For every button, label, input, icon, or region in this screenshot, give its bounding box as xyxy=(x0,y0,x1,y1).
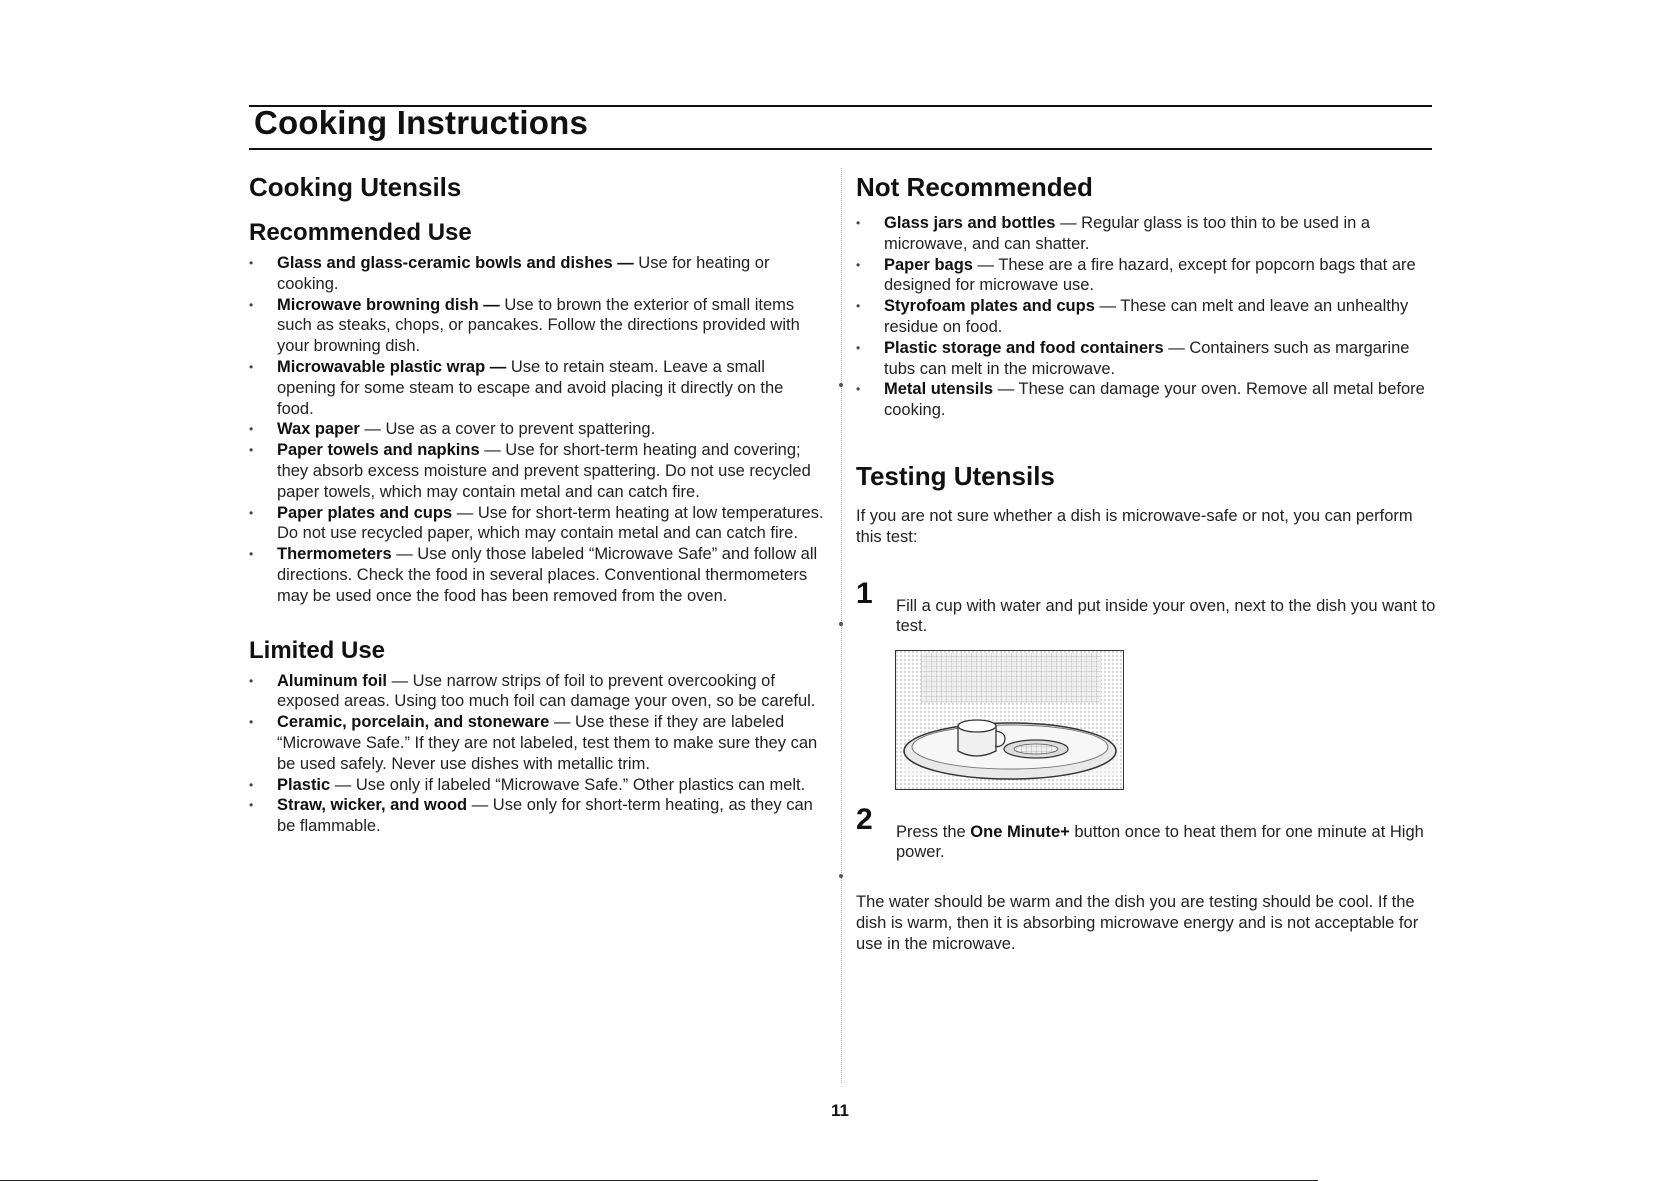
title-rule-bottom xyxy=(249,148,1432,150)
list-item xyxy=(249,357,824,419)
item-text: — Use narrow strips of foil to prevent overcooking of exposed areas. Using too much foil can damage your oven, so be careful. xyxy=(277,671,816,711)
left-column xyxy=(249,172,824,837)
item-text: — Use as a cover to prevent spattering. xyxy=(359,420,656,439)
list-item xyxy=(249,503,824,545)
item-term: Plastic xyxy=(277,775,331,794)
limited-use-heading: Limited Use xyxy=(249,636,386,664)
item-text: Use to retain steam. Leave a small opening for some steam to escape and avoid placing it directly on the food. xyxy=(277,357,784,418)
item-term: Microwave browning dish — xyxy=(277,295,500,314)
step-text-post: button once to heat them for one minute at High power. xyxy=(896,822,1424,861)
item-text: — These are a fire hazard, except for popcorn bags that are designed for microwave use. xyxy=(884,255,1416,295)
limited-use-list xyxy=(249,671,824,837)
binding-hole-mark xyxy=(839,874,843,878)
item-text: — These can melt and leave an unhealthy residue on food. xyxy=(884,297,1409,336)
item-text: — Regular glass is too thin to be used in a microwave, and can shatter. xyxy=(884,214,1371,253)
item-term: Microwavable plastic wrap — xyxy=(277,357,507,376)
item-term: Styrofoam plates and cups xyxy=(884,297,1095,316)
binding-hole-mark xyxy=(839,622,843,626)
item-term: Thermometers xyxy=(277,545,392,564)
list-item xyxy=(249,419,824,440)
item-term: Paper towels and napkins xyxy=(277,441,480,460)
item-term: Plastic storage and food containers xyxy=(884,338,1164,357)
list-item xyxy=(856,255,1436,297)
right-column xyxy=(856,172,1436,955)
step-text: Press the xyxy=(896,822,971,841)
cooking-utensils-heading: Cooking Utensils xyxy=(249,172,462,202)
step-text: Fill a cup with water and put inside your oven, next to the dish you want to test. xyxy=(896,596,1436,635)
recommended-use-heading: Recommended Use xyxy=(249,219,472,246)
testing-conclusion: The water should be warm and the dish you are testing should be cool. If the dish is warm, then it is absorbing microwave energy and is not acceptable for use in the microwave. xyxy=(856,892,1419,953)
item-text: Use for heating or cooking. xyxy=(277,254,770,293)
testing-utensils-heading: Testing Utensils xyxy=(856,460,1055,491)
not-recommended-heading: Not Recommended xyxy=(856,172,1093,202)
item-term: Wax paper xyxy=(277,420,360,439)
not-recommended-list xyxy=(856,213,1436,421)
item-text: — Use these if they are labeled “Microwave Safe.” If they are not labeled, test them to make sure they can be used safely. Never use dishes with metallic trim. xyxy=(277,713,818,773)
item-term: Glass jars and bottles xyxy=(884,214,1056,232)
item-term: Glass and glass-ceramic bowls and dishes — xyxy=(277,254,634,272)
testing-intro: If you are not sure whether a dish is microwave-safe or not, you can perform this test: xyxy=(856,506,1413,546)
test-step-2 xyxy=(856,802,1436,862)
test-step-1 xyxy=(856,576,1436,636)
item-term: Metal utensils xyxy=(884,380,994,399)
list-item xyxy=(249,775,824,796)
item-text: — Use only those labeled “Microwave Safe” and follow all directions. Check the food in several places. Conventional thermometers may be used once the food has been removed from the oven. xyxy=(277,545,818,605)
item-term: Paper plates and cups xyxy=(277,503,453,522)
item-term: Ceramic, porcelain, and stoneware xyxy=(277,713,550,732)
step-bold: One Minute+ xyxy=(970,822,1070,841)
list-item xyxy=(249,795,824,837)
binding-hole-mark xyxy=(839,383,843,387)
list-item xyxy=(249,440,824,502)
page-number: 11 xyxy=(831,1101,849,1120)
microwave-test-illustration xyxy=(895,650,1124,790)
item-term: Straw, wicker, and wood xyxy=(277,796,468,815)
list-item xyxy=(856,213,1436,255)
list-item xyxy=(249,253,824,295)
item-text: Use to brown the exterior of small items such as steaks, chops, or pancakes. Follow the directions provided with your browning dish. xyxy=(277,295,800,356)
item-term: Aluminum foil xyxy=(277,671,387,690)
item-term: Paper bags xyxy=(884,255,973,274)
recommended-use-list xyxy=(249,253,824,607)
step-number: 2 xyxy=(856,802,873,836)
cup-and-dish-image xyxy=(896,651,1124,790)
step-number: 1 xyxy=(856,576,873,610)
list-item xyxy=(249,295,824,357)
list-item xyxy=(856,338,1436,380)
item-text: — Use for short-term heating at low temperatures. Do not use recycled paper, which may contain metal and can catch fire. xyxy=(277,503,824,543)
item-text: — Use only if labeled “Microwave Safe.” Other plastics can melt. xyxy=(330,775,806,794)
list-item xyxy=(249,712,824,774)
list-item xyxy=(856,296,1436,338)
item-text: — These can damage your oven. Remove all metal before cooking. xyxy=(884,380,1425,420)
item-text: — Containers such as margarine tubs can melt in the microwave. xyxy=(884,338,1410,378)
page-title: Cooking Instructions xyxy=(254,104,588,141)
item-text: — Use for short-term heating and covering; they absorb excess moisture and prevent spattering. Do not use recycled paper towels, which may contain metal and can catch fire. xyxy=(277,441,811,501)
item-text: — Use only for short-term heating, as they can be flammable. xyxy=(277,796,813,836)
list-item xyxy=(249,671,824,713)
list-item xyxy=(856,379,1436,421)
list-item xyxy=(249,544,824,606)
